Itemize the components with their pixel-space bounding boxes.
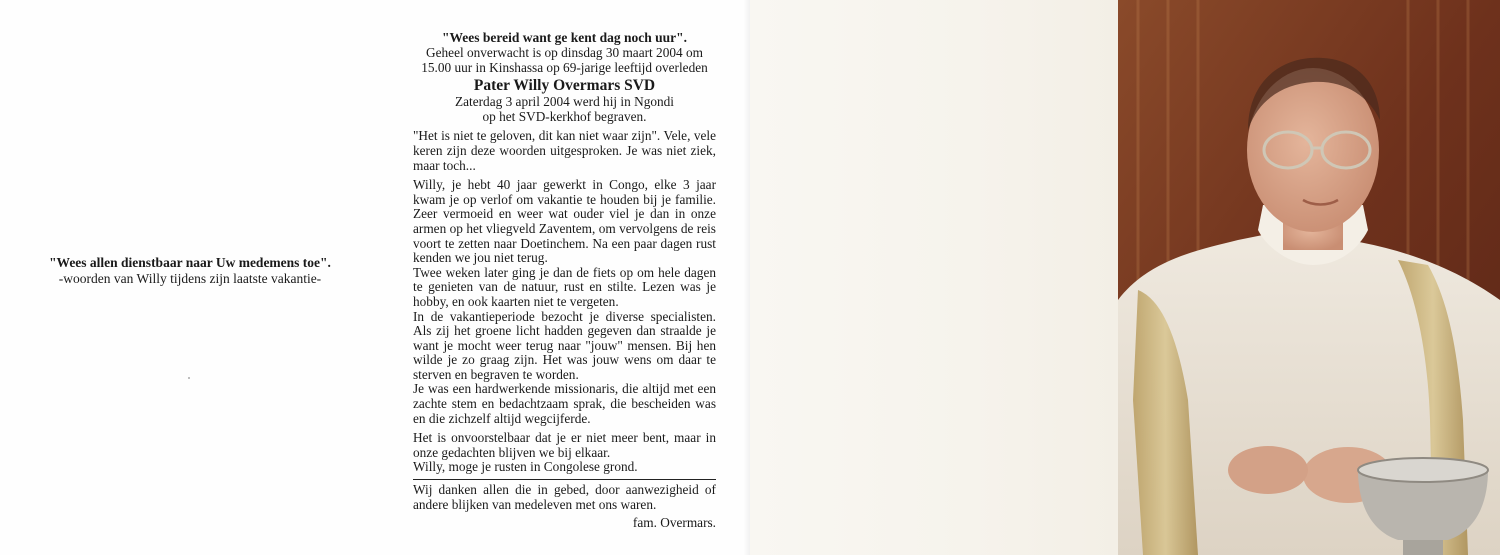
burial-line-2: op het SVD-kerkhof begraven. bbox=[482, 108, 647, 124]
divider bbox=[413, 479, 716, 480]
paragraph: "Het is niet te geloven, dit kan niet waar zijn". Vele, vele keren zijn deze woorden uitgesproken. Je was niet ziek, maar toch... bbox=[413, 128, 716, 173]
motto-attribution: -woorden van Willy tijdens zijn laatste vakantie- bbox=[58, 271, 322, 286]
right-page bbox=[750, 0, 1500, 555]
thanks-text: Wij danken allen die in gebed, door aanwezigheid of andere blijken van medeleven met ons waren. bbox=[413, 482, 716, 512]
paragraph: Willy, je hebt 40 jaar gewerkt in Congo, elke 3 jaar kwam je op verlof om vakantie te houden bij je familie. Zeer vermoeid en weer wat ouder viel je dan in onze armen op het vliegveld Zaventem, om vervolgens de reis voort te zetten naar Doetinchem. Na een paar dagen rust kenden we jou niet terug. bbox=[413, 177, 716, 266]
paragraph: Je was een hardwerkende missionaris, die altijd met een zachte stem en bedachtzaam sprak, die bescheiden was en die zichzelf altijd wegcijferde. bbox=[413, 381, 716, 426]
blank-panel bbox=[750, 0, 1118, 555]
intro-line-1: Geheel onverwacht is op dinsdag 30 maart 2004 om bbox=[426, 45, 703, 60]
paragraph: In de vakantieperiode bezocht je diverse specialisten. Als zij het groene licht hadden gegeven dan straalde je want je mocht weer terug naar "jouw" mensen. Bij hen wilde je zo graag zijn. Het was jouw wens om daar te sterven en begraven te worden. bbox=[413, 308, 716, 382]
intro-line-2: 15.00 uur in Kinshassa op 69-jarige leeftijd overleden bbox=[421, 59, 708, 75]
heading-quote: "Wees bereid want ge kent dag noch uur". bbox=[441, 30, 687, 45]
obituary-text bbox=[413, 30, 716, 531]
motto-block bbox=[40, 255, 340, 287]
paper-speck bbox=[188, 377, 190, 379]
paragraph: Het is onvoorstelbaar dat je er niet meer bent, maar in onze gedachten blijven we bij elkaar. bbox=[413, 430, 716, 460]
paragraph: Willy, moge je rusten in Congolese grond. bbox=[413, 459, 638, 475]
deceased-name: Pater Willy Overmars SVD bbox=[473, 77, 656, 95]
paragraph: Twee weken later ging je dan de fiets op om hele dagen te genieten van de natuur, rust en stilte. Lezen was je hobby, en ook kaarten niet te vergeten. bbox=[413, 264, 716, 309]
portrait-photo bbox=[1118, 0, 1500, 555]
signature: fam. Overmars. bbox=[632, 515, 716, 531]
burial-line-1: Zaterdag 3 april 2004 werd hij in Ngondi bbox=[455, 94, 674, 110]
motto-quote: "Wees allen dienstbaar naar Uw medemens toe". bbox=[49, 255, 331, 270]
